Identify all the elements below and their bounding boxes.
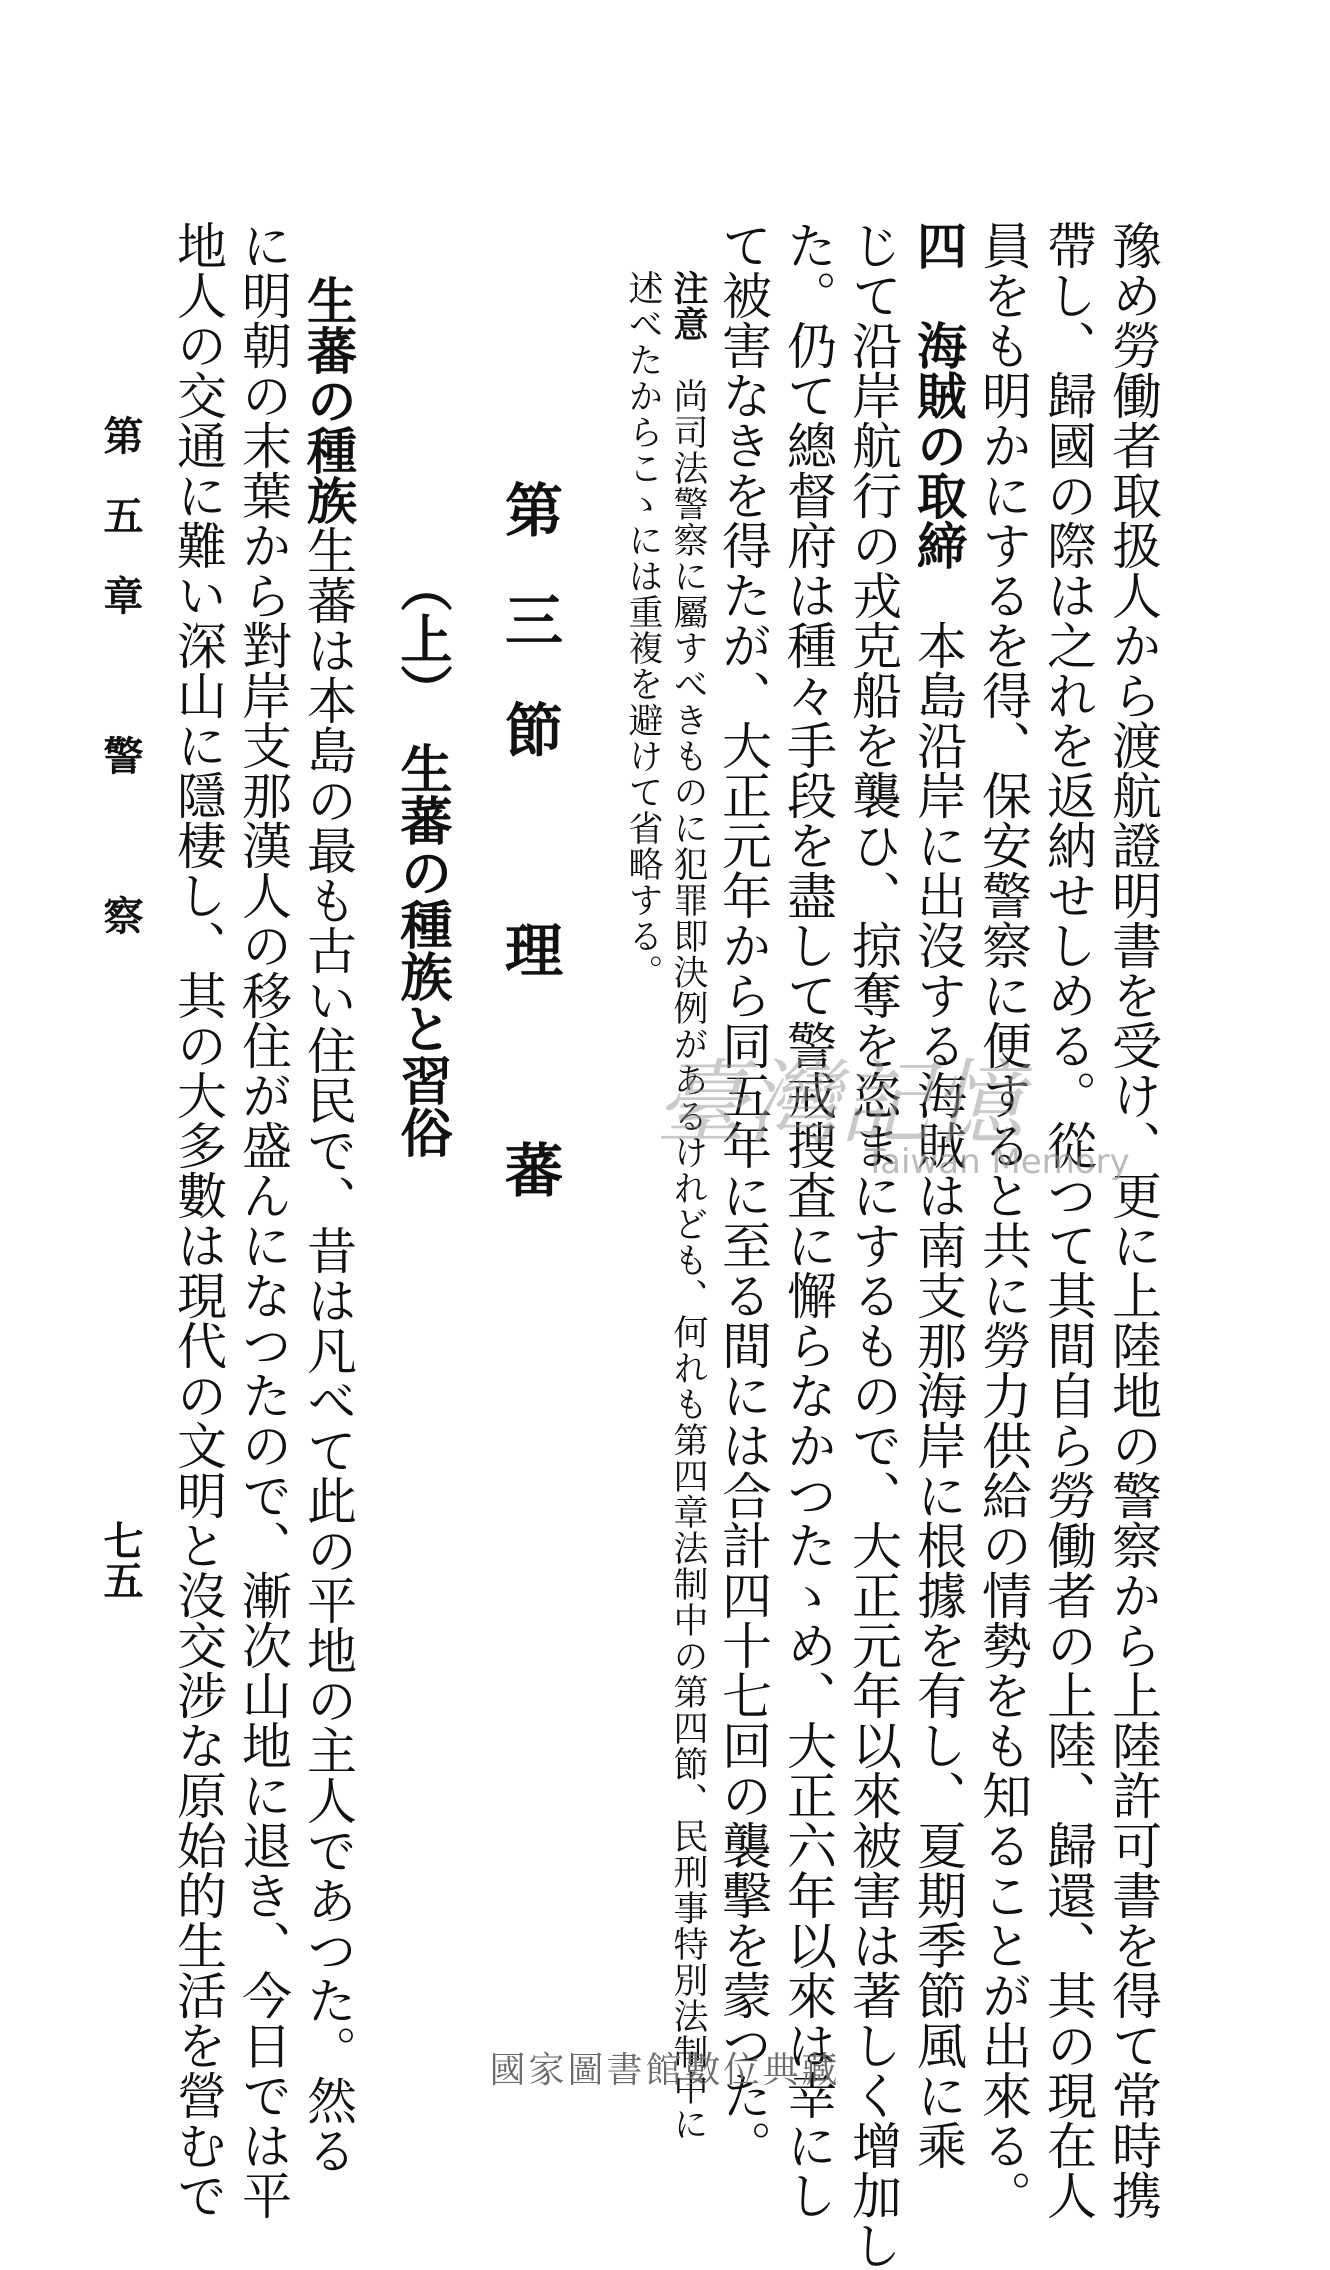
- text-column-4-body: 本島沿岸に出沒する海賊は南支那海岸に根據を有し、夏期季節風に乘: [909, 570, 967, 2170]
- text-column-6: た。仍て總督府は種々手段を盡して警戒搜査に懈らなかつたゝめ、大正六年以來は幸にし: [779, 220, 837, 2220]
- text-column-7: て被害なきを得たが、大正元年から同五年に至る間には合計四十七回の襲擊を蒙つた。: [714, 220, 772, 2170]
- watermark-logo: 臺灣記憶: [655, 1050, 1024, 1157]
- text-column-5: じて沿岸航行の戎克船を襲ひ、掠奪を恣まにするもので、大正元年以來被害は著しく增加し: [844, 220, 902, 2270]
- heading-piracy: 四 海賊の取締: [909, 220, 968, 570]
- text-column-9-body: 生蕃は本島の最も古い住民で、昔は凡べて此の平地の主人であつた。然る: [299, 525, 357, 2175]
- text-column-2: 帶し、歸國の際は之れを返納せしめる。從つて其間自ら勞働者の上陸、歸還、其の現在人: [1039, 220, 1097, 2220]
- text-column-9: [299, 275, 358, 2175]
- text-column-1: 豫め勞働者取扱人から渡航證明書を受け、更に上陸地の警察から上陸許可書を得て常時携: [1104, 220, 1162, 2220]
- text-column-4: [909, 220, 968, 2170]
- section-title: 第三節 理 蕃: [495, 480, 563, 1250]
- heading-tribes: 生蕃の種族: [299, 275, 358, 525]
- text-column-10: に明朝の末葉から對岸支那漢人の移住が盛んになつたので、漸次山地に退き、今日では平: [234, 220, 292, 2220]
- note-column-2: 述べたからこゝには重複を避けて省略する。: [623, 270, 663, 990]
- page-number: 七五: [97, 1520, 144, 1600]
- sub-section-title: （上） 生蕃の種族と習俗: [391, 560, 452, 1158]
- text-column-11: 地人の交通に難い深山に隱棲し、其の大多數は現代の文明と沒交涉な原始的生活を營むで: [169, 220, 227, 2220]
- watermark: [655, 1030, 1130, 1182]
- note-text-1: 尚司法警察に屬すべきものに犯罪即決例があるけれども、何れも第四章法制中の第四節、民刑事特別法制中に: [668, 342, 708, 2142]
- note-column-1: [668, 270, 709, 2142]
- text-column-3: 員をも明かにするを得、保安警察に便すると共に勞力供給の情勢をも知ることが出來る。: [974, 220, 1032, 2220]
- running-head: 第五章 警 察: [97, 415, 144, 975]
- watermark-subtext: Taiwan Memory: [865, 1142, 1130, 1182]
- note-label: 注意: [668, 270, 709, 342]
- footer-attribution: 國家圖書館數位典藏: [489, 2050, 841, 2091]
